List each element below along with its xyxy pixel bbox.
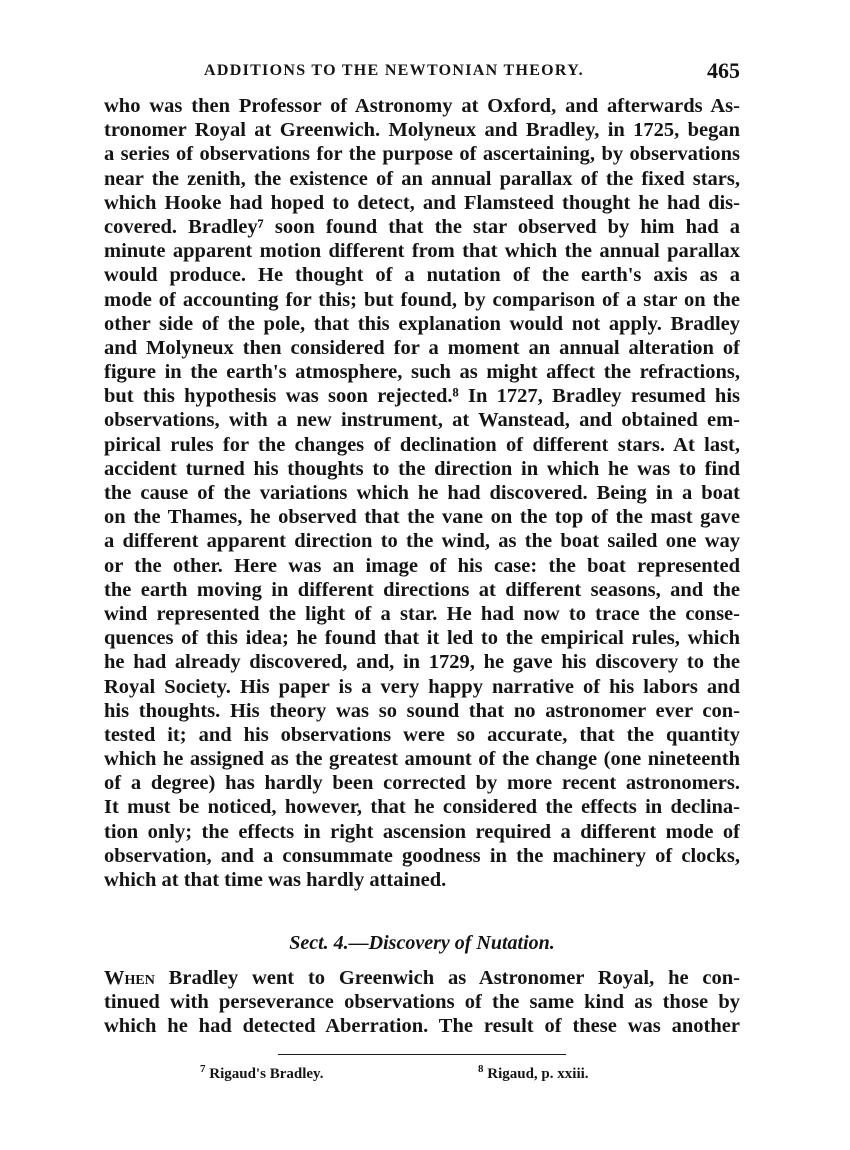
text-line: Royal Society. His paper is a very happy narrative of his labors and [104,675,740,698]
text-line: It must be noticed, however, that he considered the effects in declina- [104,796,740,819]
running-title: ADDITIONS TO THE NEWTONIAN THEORY. [204,62,584,79]
footnote-rule [278,1054,566,1055]
text-line: mode of accounting for this; but found, by comparison of a star on the [104,288,740,311]
text-line: other side of the pole, that this explanation would not apply. Bradley [104,312,740,335]
text-line: a series of observations for the purpose of ascertaining, by observations [104,143,740,166]
text-line: would produce. He thought of a nutation of the earth's axis as a [104,264,740,287]
body-paragraph [104,94,740,892]
text-line: tronomer Royal at Greenwich. Molyneux and Bradley, in 1725, began [104,119,740,142]
text-line: which at that time was hardly attained. [104,869,447,891]
page-number: 465 [707,58,740,83]
footnote-7 [200,1063,324,1083]
text-line: tion only; the effects in right ascension required a different mode of [104,820,740,843]
text-line: or the other. Here was an image of his case: the boat represented [104,554,740,577]
text-line: which Hooke had hoped to detect, and Flamsteed thought he had dis- [104,191,740,214]
text-line: he had already discovered, and, in 1729, he gave his discovery to the [104,651,740,674]
text-line: accident turned his thoughts to the direction in which he was to find [104,457,740,480]
text-line: quences of this idea; he found that it led to the empirical rules, which [104,627,740,650]
text-line: of a degree) has hardly been corrected by more recent astronomers. [104,772,740,795]
text-line: the earth moving in different directions at different seasons, and the [104,578,740,601]
footnote-marker: 8 [478,1063,484,1075]
text-line: which he assigned as the greatest amount of the change (one nineteenth [104,748,740,771]
section-first-line [104,966,740,990]
text-line: on the Thames, he observed that the vane on the top of the mast gave [104,506,740,529]
text-line: a different apparent direction to the wind, as the boat sailed one way [104,530,740,553]
footnote-text: Rigaud's Bradley. [205,1066,324,1082]
footnotes [104,1063,740,1090]
text-line: covered. Bradley⁷ soon found that the star observed by him had a [104,215,740,238]
text-line: his thoughts. His theory was so sound that no astronomer ever con- [104,699,740,722]
text-line: observation, and a consummate goodness in the machinery of clocks, [104,844,740,867]
section-line: which he had detected Aberration. The result of these was another [104,1015,740,1038]
text-line: minute apparent motion different from that which the annual parallax [104,240,740,263]
section-line: tinued with perseverance observations of the same kind as those by [104,991,740,1014]
text-line: near the zenith, the existence of an annual parallax of the fixed stars, [104,167,740,190]
footnote-text: Rigaud, p. xxiii. [483,1066,589,1082]
text-line: and Molyneux then considered for a moment an annual alteration of [104,336,740,359]
footnote-marker: 7 [200,1063,206,1075]
footnote-8 [478,1063,589,1083]
text-line: tested it; and his observations were so accurate, that the quantity [104,723,740,746]
text-line: but this hypothesis was soon rejected.⁸ In 1727, Bradley resumed his [104,385,740,408]
drop-word: When [104,967,155,989]
text-line: who was then Professor of Astronomy at Oxford, and afterwards As- [104,95,740,117]
text-line: the cause of the variations which he had discovered. Being in a boat [104,482,740,504]
text-line: observations, with a new instrument, at Wanstead, and obtained em- [104,409,740,432]
text-line: figure in the earth's atmosphere, such as might affect the refractions, [104,361,740,384]
text-line: wind represented the light of a star. He had now to trace the conse- [104,602,740,625]
running-head [104,58,740,90]
section-paragraph [104,966,740,1039]
first-line-text: Bradley went to Greenwich as Astronomer Royal, he con- [154,967,740,989]
section-heading: Sect. 4.—Discovery of Nutation. [289,932,555,954]
text-line: pirical rules for the changes of declination of different stars. At last, [104,433,740,456]
